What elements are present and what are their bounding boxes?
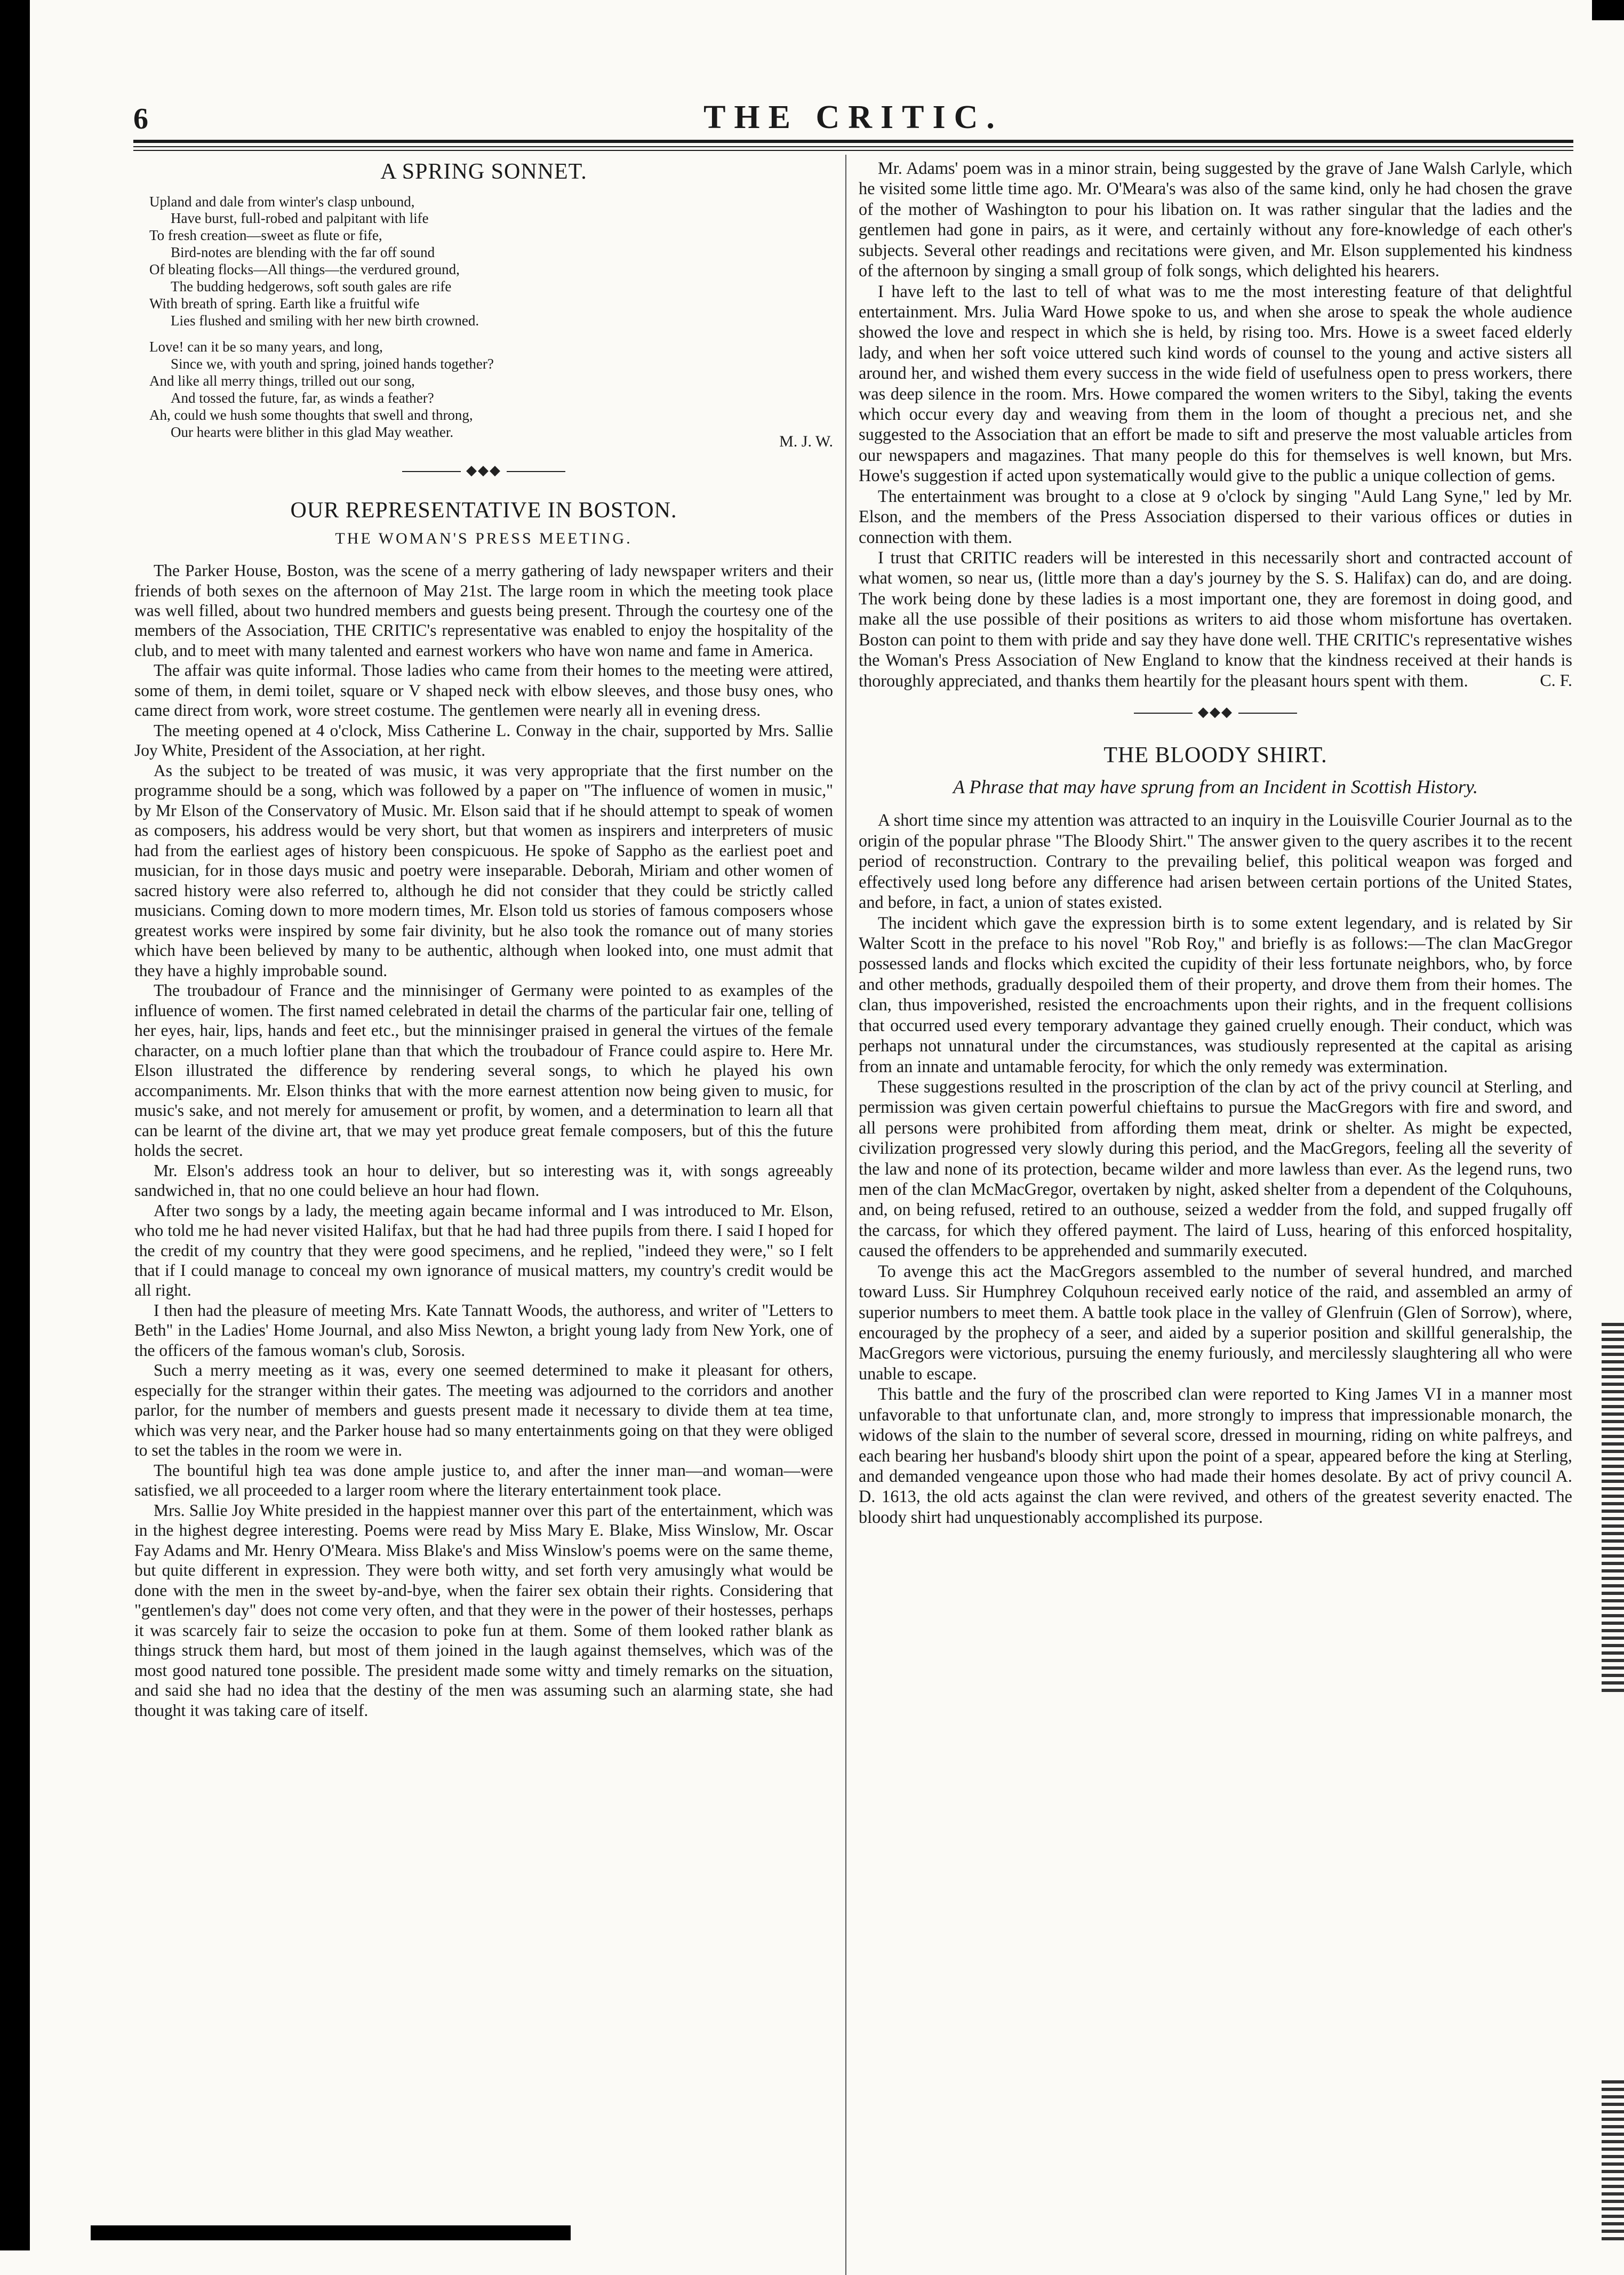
header-rule-thin (133, 146, 1573, 147)
boston-paragraph: Mrs. Sallie Joy White presided in the happiest manner over this part of the entertainment, which was in the highest degree interesting. Poems were read by Miss Mary E. Blake, Miss Winslow, Mr. Oscar Fay Adams and Mr. Henry O'Meara. Miss Blake's and Miss Winslow's poems were on the same theme, but quite different in expression. They were both witty, and set forth very amusingly what would be done with the men in the sweet by-and-bye, when the fairer sex obtain their rights. Considering that "gentlemen's day" does not come very often, and that they were in the power of their hostesses, perhaps it was scarcely fair to seize the occasion to poke fun at them. Some of them looked rather blank as things struck them hard, but most of them joined in the laugh against themselves, which was of the most good natured tone possible. The president made some witty and timely remarks on the situation, and said she had no idea that the destiny of the men was assuming such an alarming state, she had thought it was taking care of itself. (134, 1500, 833, 1720)
boston-paragraph: I then had the pleasure of meeting Mrs. Kate Tannatt Woods, the authoress, and writer of "Letters to Beth" in the Ladies' Home Journal, and also Miss Newton, a bright young lady from New York, one of the officers of the famous woman's club, Sorosis. (134, 1300, 833, 1360)
boston-paragraph: I have left to the last to tell of what was to me the most interesting feature of that delightful entertainment. Mrs. Julia Ward Howe spoke to us, and when she arose to speak the whole audience showed the love and respect in which she is held, by rising too. Mrs. Howe is a sweet faced elderly lady, and when her soft voice uttered such kind words of counsel to the young and active sisters all around her, and wished them every success in the wide field of usefulness open to press workers, there was deep silence in the room. Mrs. Howe compared the women writers to the Sibyl, taking the events which occur every day and weaving from them in the loom of thought a precious net, and she suggested to the Association that an effort be made to sift and preserve the most valuable articles from our newspapers and magazines. That many people do this for themselves is well known, but Mrs. Howe's suggestion if acted upon systematically would give to the public a unique collection of gems. (859, 281, 1572, 485)
page-number: 6 (133, 102, 148, 135)
poem-sestet (149, 339, 833, 441)
scan-bottom-bar (91, 2225, 571, 2240)
boston-paragraph: Such a merry meeting as it was, every one seemed determined to make it pleasant for others, especially for the stranger within their gates. The meeting was adjourned to the corridors and another parlor, for the number of members and guests present made it necessary to divide them at tea time, which was very near, and the Parker house had so many entertainments going on that they were obliged to set the tables in the room we were in. (134, 1361, 833, 1460)
poem-line: Upland and dale from winter's clasp unbound, (149, 193, 415, 210)
column-divider (845, 155, 846, 2275)
boston-paragraph: Mr. Elson's address took an hour to deliver, but so interesting was it, with songs agreeably sandwiched in, that no one could believe an hour had flown. (134, 1161, 833, 1200)
poem-line: Since we, with youth and spring, joined hands together? (171, 356, 494, 372)
shirt-paragraph: This battle and the fury of the proscribed clan were reported to King James VI in a manner most unfavorable to that unfortunate clan, and, more strongly to impress that impressionable monarch, the widows of the slain to the number of several score, dressed in mourning, riding on white palfreys, and each bearing her husband's bloody shirt upon the point of a spear, appeared before the king at Sterling, and demanded vengeance upon those who had made their homes desolate. By act of privy council A. D. 1613, the old acts against the clan were revived, and others of the greatest severity enacted. The bloody shirt had unquestionably accomplished its purpose. (859, 1384, 1572, 1527)
scan-edge-marks-lower (1602, 2080, 1624, 2240)
boston-paragraph: The entertainment was brought to a close at 9 o'clock by singing "Auld Lang Syne," led by Mr. Elson, and the members of the Press Association dispersed to their various offices or duties in connection with them. (859, 486, 1572, 547)
masthead: THE CRITIC. (703, 99, 1003, 135)
poem-line: Have burst, full-robed and palpitant with life (171, 210, 429, 227)
boston-title: OUR REPRESENTATIVE IN BOSTON. (290, 498, 677, 523)
boston-paragraph: The meeting opened at 4 o'clock, Miss Catherine L. Conway in the chair, supported by Mrs. Sallie Joy White, President of the Association, at her right. (134, 721, 833, 760)
poem-line: And like all merry things, trilled out our song, (149, 373, 415, 389)
poem (134, 194, 833, 441)
scan-corner-mark (1592, 0, 1624, 20)
header-rule-thick (133, 140, 1573, 143)
poem-line: And tossed the future, far, as winds a feather? (171, 389, 434, 406)
poem-title: A SPRING SONNET. (380, 159, 587, 184)
scan-edge-marks (1602, 1323, 1624, 1696)
scan-edge-bar (0, 0, 30, 2250)
poem-signature: M. J. W. (779, 432, 833, 450)
poem-line: Bird-notes are blending with the far off sound (171, 244, 435, 261)
header-rule-thin-2 (133, 150, 1573, 151)
shirt-paragraph: The incident which gave the expression birth is to some extent legendary, and is related by Sir Walter Scott in the preface to his novel "Rob Roy," and briefly is as follows:—The clan MacGregor possessed lands and flocks which excited the cupidity of their less fortunate neighbors, who, by force and other methods, gradually despoiled them of their property, and drove them from their homes. The clan, thus impoverished, resisted the encroachments upon their rights, and in the frequent collisions that occurred used every temporary advantage they gained cruelly enough. Their conduct, which was perhaps not unnatural under the circumstances, was studiously represented at the capital as arising from an innate and untamable ferocity, for which the only remedy was extermination. (859, 913, 1572, 1076)
poem-line: To fresh creation—sweet as flute or fife, (149, 227, 382, 244)
poem-line: Of bleating flocks—All things—the verdured ground, (149, 261, 460, 277)
poem-line: Ah, could we hush some thoughts that swell and throng, (149, 406, 473, 423)
shirt-paragraph: A short time since my attention was attracted to an inquiry in the Louisville Courier Journal as to the origin of the popular phrase "The Bloody Shirt." The answer given to the query ascribes it to the recent period of reconstruction. Contrary to the prevailing belief, this political weapon was forged and effectively used long before any difference had arisen between certain portions of the United States, and before, in fact, a union of states existed. (859, 810, 1572, 912)
boston-paragraph: The bountiful high tea was done ample justice to, and after the inner man—and woman—were satisfied, we all proceeded to a larger room where the literary entertainment took place. (134, 1460, 833, 1500)
poem-line: With breath of spring. Earth like a fruitful wife (149, 295, 420, 312)
page-header (133, 99, 1573, 136)
boston-signature: C. F. (1540, 670, 1572, 690)
shirt-title: THE BLOODY SHIRT. (1103, 743, 1327, 768)
poem-line: The budding hedgerows, soft south gales are rife (171, 278, 452, 294)
boston-paragraph: The Parker House, Boston, was the scene of a merry gathering of lady newspaper writers and their friends of both sexes on the afternoon of May 21st. The large room in which the meeting took place was well filled, about two hundred members and guests being present. Through the courtesy one of the members of the Association, THE CRITIC's representative was enabled to enjoy the hospitality of the club, and to meet with many talented and earnest workers who have won name and fame in America. (134, 561, 833, 660)
ornament-divider: ◆◆◆ (134, 462, 833, 478)
poem-line: Lies flushed and smiling with her new birth crowned. (171, 312, 479, 329)
boston-paragraph: I trust that CRITIC readers will be interested in this necessarily short and contracted account of what women, so near us, (little more than a day's journey by the S. S. Halifax) can do, and are doing. The work being done by these ladies is a most important one, they are foremost in doing good, and make all the use possible of their positions as writers to aid those whom misfortune has overtaken. Boston can point to them with pride and say they have done well. THE CRITIC's representative wishes the Woman's Press Association of New England to know that the kindness received at their hands is thoroughly appreciated, and thanks them heartily for the pleasant hours spent with them. (859, 548, 1572, 690)
left-column (134, 158, 833, 2217)
boston-paragraph: Mr. Adams' poem was in a minor strain, being suggested by the grave of Jane Walsh Carlyle, which he visited some little time ago. Mr. O'Meara's was also of the same kind, only he had chosen the grave of the mother of Washington to pour his libation on. It was rather singular that the ladies and the gentlemen had gone in pairs, as it were, and certainly without any fore-knowledge of each other's subjects. Several other readings and recitations were given, and Mr. Elson supplemented his kindness of the afternoon by singing a small group of folk songs, which delighted his hearers. (859, 158, 1572, 281)
shirt-paragraph: To avenge this act the MacGregors assembled to the number of several hundred, and marched toward Luss. Sir Humphrey Colquhoun received early notice of the raid, and assembled an army of superior numbers to meet them. A battle took place in the valley of Glenfruin (Glen of Sorrow), where, encouraged by the prophecy of a seer, and aided by a superior position and skillful generalship, the MacGregors were victorious, pursuing the enemy furiously, and mercilessly slaughtering all who were unable to escape. (859, 1261, 1572, 1383)
boston-subtitle: THE WOMAN'S PRESS MEETING. (335, 530, 633, 548)
shirt-subtitle: A Phrase that may have sprung from an Incident in Scottish History. (953, 776, 1478, 798)
shirt-paragraph: These suggestions resulted in the proscription of the clan by act of the privy council at Sterling, and permission was given certain powerful chieftains to pursue the MacGregors with fire and sword, and all persons were prohibited from affording them meat, drink or shelter. As might be expected, civilization progressed very slowly during this period, and the MacGregors, feeling all the severity of the law and none of its protection, became wilder and more lawless than ever. As the legend runs, two men of the clan McMacGregor, overtaken by night, asked shelter from a dependent of the Colquhouns, and, on being refused, retired to an outhouse, seized a wedder from the fold, and supped frugally off the carcass, for which they offered payment. The laird of Luss, hearing of this enforced hospitality, caused the offenders to be apprehended and summarily executed. (859, 1076, 1572, 1260)
boston-paragraph: After two songs by a lady, the meeting again became informal and I was introduced to Mr. Elson, who told me he had never visited Halifax, but that he had had three pupils from there. I said I hoped for the credit of my country that they were good specimens, and he replied, "indeed they were," so I felt that if I could manage to conceal my own ignorance of musical matters, my country's credit would be all right. (134, 1201, 833, 1300)
poem-line: Love! can it be so many years, and long, (149, 339, 383, 355)
boston-paragraph: The affair was quite informal. Those ladies who came from their homes to the meeting were attired, some of them, in demi toilet, square or V shaped neck with elbow sleeves, and those busy ones, who came direct from work, wore street costume. The gentlemen were nearly all in evening dress. (134, 661, 833, 720)
poem-octave (149, 194, 833, 330)
poem-line: Our hearts were blither in this glad May weather. (171, 424, 454, 440)
ornament-divider: ◆◆◆ (859, 704, 1572, 720)
boston-paragraph: As the subject to be treated of was music, it was very appropriate that the first number on the programme should be a song, which was followed by a paper on "The influence of women in music," by Mr Elson of the Conservatory of Music. Mr. Elson said that if he should attempt to speak of women as composers, his address would be very short, but that women as inspirers and interpreters of music had from the earliest ages of history been conspicuous. He spoke of Sappho as the earliest poet and musician, for in those days music and poetry were inseparable. Deborah, Miriam and other women of sacred history were also referred to, although he did not consider that they could be strictly called musicians. Coming down to more modern times, Mr. Elson told us stories of famous composers whose greatest works were inspired by some fair divinity, but he also took the romance out of many stories which have been believed by many to be authentic, although when looked into, one must admit that they have a highly improbable sound. (134, 761, 833, 980)
right-column (859, 158, 1572, 2217)
boston-paragraph: The troubadour of France and the minnisinger of Germany were pointed to as examples of the influence of women. The first named celebrated in detail the charms of the particular fair one, telling of her eyes, hair, lips, hands and feet etc., but the minnisinger praised in general the virtues of the female character, on a much loftier plane than that which the troubadour of France could aspire to. Here Mr. Elson illustrated the difference by rendering several songs, to which he played his own accompaniments. Mr. Elson thinks that with the more earnest attention now being given to music, for music's sake, and not merely for amusement or profit, by women, and a determination to learn all that can be learnt of the divine art, that we may yet produce great female composers, but of this the future holds the secret. (134, 981, 833, 1160)
